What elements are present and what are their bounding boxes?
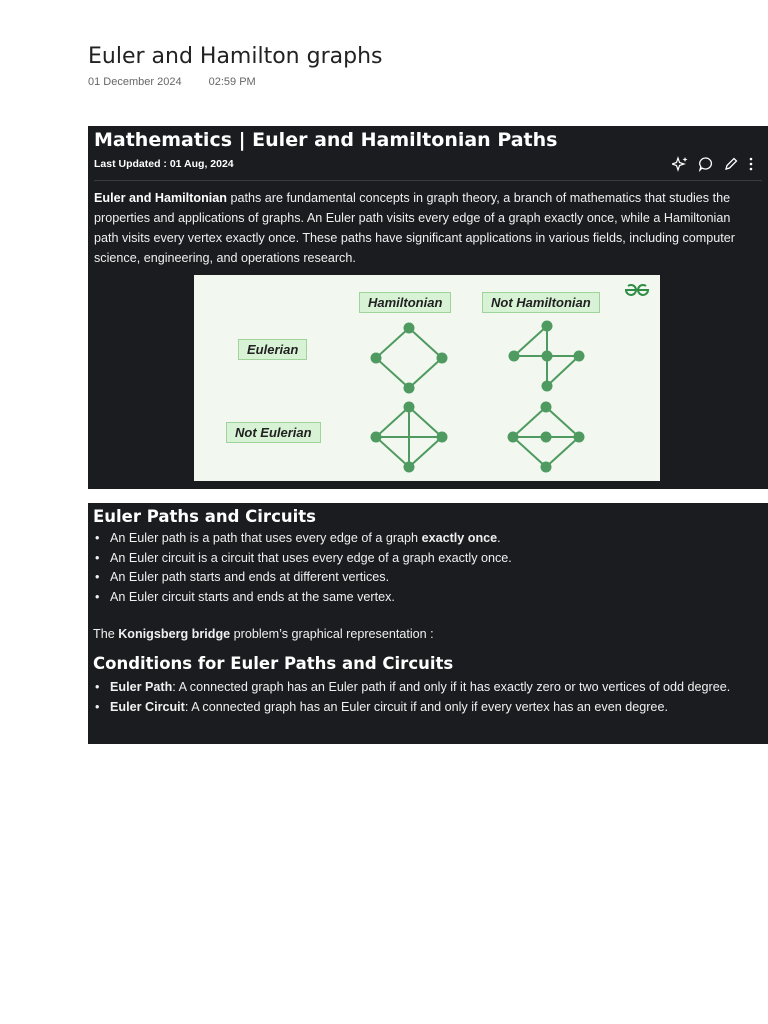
note-time: 02:59 PM bbox=[208, 76, 256, 88]
clipped-screenshot-article bbox=[88, 126, 768, 489]
bullet-text: An Euler path is a path that uses every edge of a graph bbox=[110, 531, 422, 545]
list-item: • An Euler path starts and ends at different vertices. bbox=[110, 568, 760, 588]
kb-text: The bbox=[93, 627, 119, 641]
graph-eulerian-hamiltonian bbox=[372, 324, 447, 393]
label-not-eulerian: Not Eulerian bbox=[226, 422, 321, 443]
article-divider bbox=[94, 180, 762, 181]
article-title: Mathematics | Euler and Hamiltonian Paths bbox=[94, 129, 558, 151]
bullet-text: . bbox=[497, 531, 501, 545]
list-item: • An Euler circuit starts and ends at the same vertex. bbox=[110, 588, 760, 608]
graph-drawings bbox=[194, 275, 660, 481]
conditions-heading: Conditions for Euler Paths and Circuits bbox=[93, 654, 454, 673]
label-not-hamiltonian: Not Hamiltonian bbox=[482, 292, 600, 313]
label-eulerian: Eulerian bbox=[238, 339, 307, 360]
euler-heading: Euler Paths and Circuits bbox=[93, 507, 316, 526]
intro-bold: Euler and Hamiltonian bbox=[94, 191, 227, 205]
kb-text: problem’s graphical representation : bbox=[230, 627, 434, 641]
edit-icon[interactable] bbox=[724, 157, 738, 171]
euler-hamilton-diagram bbox=[194, 275, 660, 481]
article-updated: Last Updated : 01 Aug, 2024 bbox=[94, 158, 234, 170]
bullet-text: : A connected graph has an Euler path if and only if it has exactly zero or two vertices of odd degree. bbox=[172, 680, 731, 694]
clipped-screenshot-euler bbox=[88, 503, 768, 744]
konigsberg-text bbox=[93, 627, 434, 641]
list-item bbox=[110, 678, 760, 698]
more-icon[interactable] bbox=[748, 157, 754, 171]
note-meta bbox=[88, 76, 280, 88]
graph-not-eulerian-hamiltonian bbox=[372, 403, 447, 472]
graph-eulerian-not-hamiltonian bbox=[510, 322, 584, 391]
sparkle-icon[interactable] bbox=[672, 156, 688, 172]
note-title: Euler and Hamilton graphs bbox=[88, 44, 383, 69]
graph-not-eulerian-not-hamiltonian bbox=[509, 403, 584, 472]
label-hamiltonian: Hamiltonian bbox=[359, 292, 451, 313]
list-item bbox=[110, 529, 760, 549]
article-toolbar bbox=[672, 156, 754, 172]
conditions-bullets bbox=[110, 678, 760, 717]
comment-icon[interactable] bbox=[698, 156, 714, 172]
bullet-bold: Euler Path bbox=[110, 680, 173, 694]
bullet-bold: Euler Circuit bbox=[110, 699, 185, 714]
bullet-text: : A connected graph has an Euler circuit if and only if every vertex has an even degree. bbox=[184, 699, 668, 714]
intro-text: paths are fundamental concepts in graph theory, a branch of mathematics that studies the properties and applications of graphs. An Euler path visits every edge of a graph exactly once, while a Hamiltonian path visits every vertex exactly once. These paths have significant applications in various fields, including computer science, engineering, and operations research. bbox=[94, 191, 735, 265]
euler-bullets bbox=[110, 529, 760, 607]
bullet-bold: exactly once bbox=[421, 531, 498, 545]
note-date: 01 December 2024 bbox=[88, 76, 182, 88]
article-intro bbox=[94, 188, 758, 268]
kb-bold: Konigsberg bridge bbox=[118, 627, 231, 641]
list-item bbox=[110, 698, 760, 718]
list-item: • An Euler circuit is a circuit that uses every edge of a graph exactly once. bbox=[110, 549, 760, 569]
